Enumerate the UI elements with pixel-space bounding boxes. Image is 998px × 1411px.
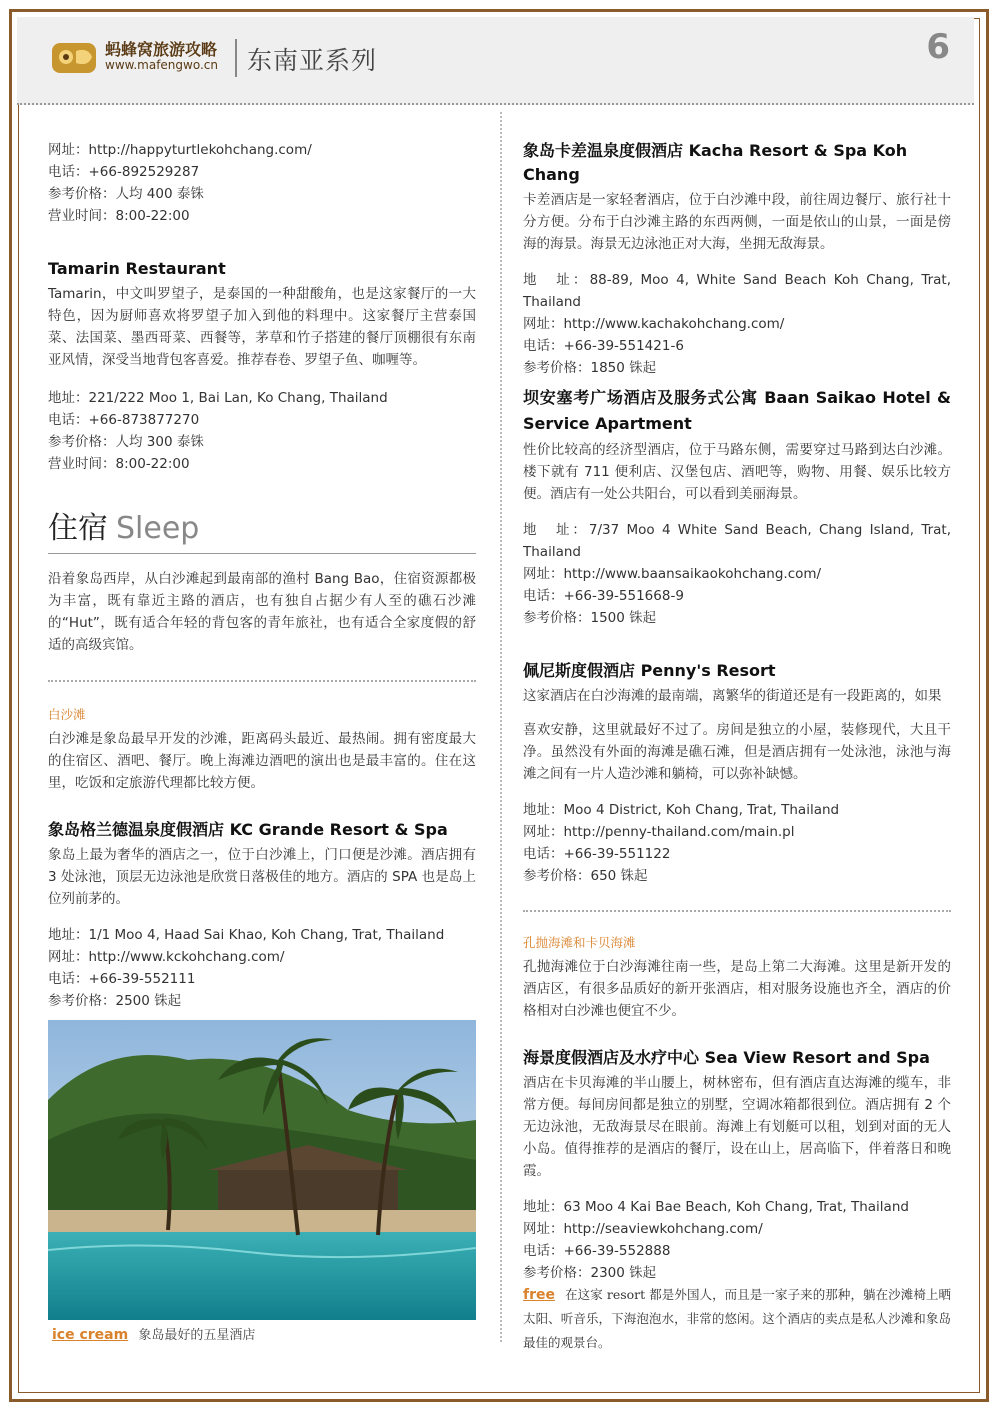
photo-caption [52,1324,255,1343]
address: 地 址：88-89, Moo 4, White Sand Beach Koh Chang, Trat, Thailand [523,272,951,310]
phone: 电话：+66-873877270 [48,412,200,428]
url: 网址：http://www.baansaikaokohchang.com/ [523,566,822,582]
user-note [523,1283,951,1355]
caption-text: 象岛最好的五星酒店 [138,1328,256,1343]
kai-bae-section [523,932,951,1022]
column-divider [500,112,502,1342]
saikao-section [523,385,951,629]
white-sand-section [48,704,476,794]
kacha-title: 象岛卡差温泉度假酒店 Kacha Resort & Spa Koh Chang [523,141,908,184]
page-number: 6 [926,27,950,67]
sea-view-section [523,1046,951,1284]
price: 参考价格：人均 300 泰铢 [48,434,204,450]
saikao-title: 坝安塞考广场酒店及服务式公寓 Baan Saikao Hotel & Service Apartment [523,388,951,433]
caption-user-link[interactable]: ice cream [52,1327,129,1343]
dotted-divider [48,680,476,682]
price: 参考价格：1850 铢起 [523,360,657,376]
saikao-desc: 性价比较高的经济型酒店，位于马路东侧，需要穿过马路到达白沙滩。楼下就有 711 便利店、汉堡包店、酒吧等，购物、用餐、娱乐比较方便。酒店有一处公共阳台，可以看到美丽海景。 [523,442,951,502]
sleep-intro: 沿着象岛西岸，从白沙滩起到最南部的渔村 Bang Bao，住宿资源都极为丰富，既有靠近主路的酒店，也有独自占据少有人至的礁石沙滩的“Hut”，既有适合年轻的背包客的青年旅社，也有适合全家度假的舒适的高级宾馆。 [48,571,476,653]
phone: 电话：+66-39-551668-9 [523,588,684,604]
price: 参考价格：650 铢起 [523,868,648,884]
white-sand-desc: 白沙滩是象岛最早开发的沙滩，距离码头最近、最热闹。拥有密度最大的住宿区、酒吧、餐厅。晚上海滩边酒吧的演出也是最丰富的。住在这里，吃饭和定旅游代理都比较方便。 [48,731,476,791]
hours: 营业时间：8:00-22:00 [48,208,190,224]
address: 地址：Moo 4 District, Koh Chang, Trat, Thailand [523,802,840,818]
heading-rule [48,553,476,554]
sleep-section [48,509,476,656]
penny-desc-1: 这家酒店在白沙海滩的最南端，离繁华的街道还是有一段距离的，如果 [523,688,942,704]
sleep-heading [48,509,476,549]
kacha-section [523,139,951,379]
white-sand-label: 白沙滩 [48,707,86,722]
address: 地址：1/1 Moo 4, Haad Sai Khao, Koh Chang, Trat, Thailand [48,927,445,943]
phone: 电话：+66-39-551421-6 [523,338,684,354]
brand-url: www.mafengwo.cn [105,58,218,72]
resort-pool-photo [48,1020,476,1320]
sea-view-desc: 酒店在卡贝海滩的半山腰上，树林密布，但有酒店直达海滩的缆车，非常方便。每间房间都是独立的别墅，空调冰箱都很到位。酒店拥有 2 个无边泳池，无敌海景尽在眼前。海滩上有划艇可以租，划到对面的无人小岛。值得推荐的是酒店的餐厅，设在山上，居高临下，伴着落日和晚霞。 [523,1075,951,1179]
hours: 营业时间：8:00-22:00 [48,456,190,472]
note-user-link[interactable]: free [523,1287,555,1303]
penny-desc-2: 喜欢安静，这里就最好不过了。房间是独立的小屋，装修现代，大且干净。虽然没有外面的海滩是礁石滩，但是酒店拥有一处泳池，泳池与海滩之间有一片人造沙滩和躺椅，可以弥补缺憾。 [523,722,951,782]
brand-name: 蚂蜂窝旅游攻略 [105,40,218,59]
header-divider [235,39,237,77]
address: 地址：221/222 Moo 1, Bai Lan, Ko Chang, Thailand [48,390,388,406]
tamarin-section [48,257,476,475]
penny-section [523,659,951,887]
penny-title: 佩尼斯度假酒店 Penny's Resort [523,661,776,680]
url: 网址：http://www.kachakohchang.com/ [523,316,785,332]
phone: 电话：+66-39-552111 [48,971,196,987]
tamarin-desc: Tamarin，中文叫罗望子，是泰国的一种甜酸角，也是这家餐厅的一大特色，因为厨师喜欢将罗望子加入到他的料理中。这家餐厅主营泰国菜、法国菜、墨西哥菜、西餐等，茅草和竹子搭建的餐厅顶棚很有东南亚风情，深受当地背包客喜爱。推荐春卷、罗望子鱼、咖喱等。 [48,286,476,368]
address: 地 址：7/37 Moo 4 White Sand Beach, Chang Island, Trat, Thailand [523,522,951,560]
sea-view-title: 海景度假酒店及水疗中心 Sea View Resort and Spa [523,1048,930,1067]
kai-bae-desc: 孔抛海滩位于白沙海滩往南一些，是岛上第二大海滩。这里是新开发的酒店区，有很多品质好的新开张酒店，相对服务设施也齐全，酒店的价格相对白沙滩也便宜不少。 [523,959,951,1019]
url: 网址：http://happyturtlekohchang.com/ [48,142,312,158]
url: 网址：http://penny-thailand.com/main.pl [523,824,795,840]
price: 参考价格：人均 400 泰铢 [48,186,204,202]
series-title: 东南亚系列 [247,46,378,75]
phone: 电话：+66-39-552888 [523,1243,671,1259]
tamarin-title: Tamarin Restaurant [48,259,226,278]
mafengwo-logo-icon [50,37,100,77]
url: 网址：http://seaviewkohchang.com/ [523,1221,763,1237]
kc-grande-section [48,818,476,1012]
page-header [17,17,974,105]
kc-grande-title: 象岛格兰德温泉度假酒店 KC Grande Resort & Spa [48,820,448,839]
phone: 电话：+66-892529287 [48,164,200,180]
sleep-title-cn: 住宿 [48,511,108,546]
kacha-desc: 卡差酒店是一家轻奢酒店，位于白沙滩中段，前往周边餐厅、旅行社十分方便。分布于白沙滩主路的东西两侧，一面是依山的山景，一面是傍海的海景。海景无边泳池正对大海，坐拥无敌海景。 [523,192,951,252]
price: 参考价格：2300 铢起 [523,1265,657,1281]
phone: 电话：+66-39-551122 [523,846,671,862]
price: 参考价格：2500 铢起 [48,993,182,1009]
url: 网址：http://www.kckohchang.com/ [48,949,285,965]
sleep-title-en: Sleep [116,511,200,546]
happy-turtle-info [48,139,476,227]
kai-bae-label: 孔抛海滩和卡贝海滩 [523,935,636,950]
price: 参考价格：1500 铢起 [523,610,657,626]
note-text: 在这家 resort 都是外国人，而且是一家子来的那种，躺在沙滩椅上晒太阳、听音乐，下海泡泡水，非常的悠闲。这个酒店的卖点是私人沙滩和象岛最佳的观景台。 [523,1287,951,1350]
address: 地址：63 Moo 4 Kai Bae Beach, Koh Chang, Trat, Thailand [523,1199,909,1215]
dotted-divider [523,910,951,912]
kc-grande-desc: 象岛上最为奢华的酒店之一，位于白沙滩上，门口便是沙滩。酒店拥有 3 处泳池，顶层无边泳池是欣赏日落极佳的地方。酒店的 SPA 也是岛上位列前茅的。 [48,847,476,907]
